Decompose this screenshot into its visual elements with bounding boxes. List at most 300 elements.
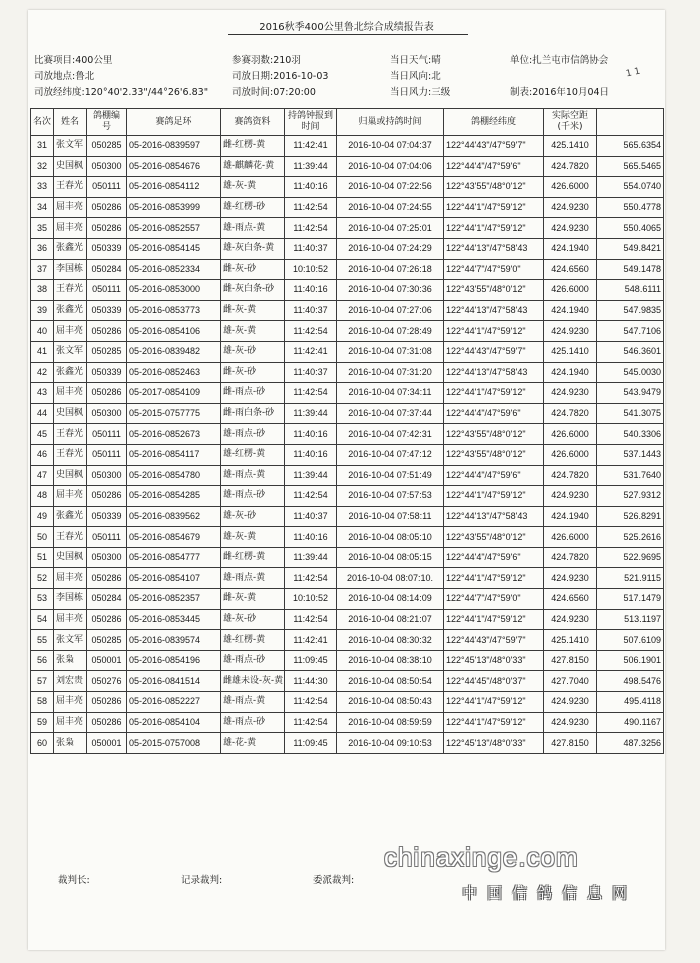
cell-speed: 543.9479 <box>597 383 664 404</box>
cell-arrival-time: 2016-10-04 08:05:10 <box>337 527 444 548</box>
cell-distance: 426.6000 <box>544 527 597 548</box>
cell-arrival-time: 2016-10-04 07:28:49 <box>337 321 444 342</box>
footer-chief-judge: 裁判长: <box>58 875 90 886</box>
cell-rank: 51 <box>31 547 54 568</box>
cell-loft-id: 050286 <box>87 692 127 713</box>
cell-speed: 548.6111 <box>597 280 664 301</box>
cell-clock-time: 11:40:37 <box>285 238 337 259</box>
cell-arrival-time: 2016-10-04 08:05:15 <box>337 547 444 568</box>
cell-arrival-time: 2016-10-04 07:24:29 <box>337 238 444 259</box>
cell-speed: 526.8291 <box>597 506 664 527</box>
cell-distance: 427.8150 <box>544 650 597 671</box>
cell-distance: 424.9230 <box>544 486 597 507</box>
cell-loft-coords: 122°45'13"/48°0'33" <box>444 733 544 754</box>
cell-loft-coords: 122°43'55"/48°0'12" <box>444 444 544 465</box>
cell-loft-coords: 122°44'1"/47°59'12" <box>444 568 544 589</box>
cell-loft-id: 050339 <box>87 300 127 321</box>
cell-speed: 537.1443 <box>597 444 664 465</box>
cell-rank: 60 <box>31 733 54 754</box>
cell-loft-id: 050111 <box>87 177 127 198</box>
cell-rank: 48 <box>31 486 54 507</box>
table-row <box>31 197 664 218</box>
cell-clock-time: 11:09:45 <box>285 650 337 671</box>
cell-rank: 44 <box>31 403 54 424</box>
cell-rank: 52 <box>31 568 54 589</box>
table-row <box>31 733 664 754</box>
cell-name: 张鑫光 <box>54 238 87 259</box>
cell-loft-id: 050285 <box>87 341 127 362</box>
cell-ring: 05-2017-0854109 <box>127 383 221 404</box>
cell-loft-id: 050300 <box>87 156 127 177</box>
cell-distance: 424.6560 <box>544 259 597 280</box>
cell-ring: 05-2016-0854117 <box>127 444 221 465</box>
cell-loft-coords: 122°44'13"/47°58'43 <box>444 362 544 383</box>
cell-arrival-time: 2016-10-04 07:04:06 <box>337 156 444 177</box>
cell-speed: 513.1197 <box>597 609 664 630</box>
cell-ring: 05-2016-0839562 <box>127 506 221 527</box>
cell-ring: 05-2016-0839574 <box>127 630 221 651</box>
cell-clock-time: 11:42:41 <box>285 630 337 651</box>
cell-name: 张文军 <box>54 136 87 157</box>
cell-ring: 05-2016-0853999 <box>127 197 221 218</box>
cell-clock-time: 11:42:54 <box>285 692 337 713</box>
cell-ring: 05-2016-0852357 <box>127 589 221 610</box>
cell-distance: 426.6000 <box>544 177 597 198</box>
cell-distance: 426.6000 <box>544 280 597 301</box>
cell-clock-time: 11:39:44 <box>285 403 337 424</box>
cell-loft-coords: 122°44'1"/47°59'12" <box>444 197 544 218</box>
cell-distance: 424.1940 <box>544 238 597 259</box>
cell-distance: 424.9230 <box>544 692 597 713</box>
meta-org: 单位:扎兰屯市信鸽协会 <box>510 55 609 66</box>
cell-loft-coords: 122°44'4"/47°59'6" <box>444 156 544 177</box>
meta-release-date: 司放日期:2016-10-03 <box>232 71 329 82</box>
header-ring: 赛鸽足环 <box>127 109 221 136</box>
cell-name: 史国枫 <box>54 547 87 568</box>
cell-loft-coords: 122°43'55"/48°0'12" <box>444 527 544 548</box>
cell-ring: 05-2016-0854780 <box>127 465 221 486</box>
cell-clock-time: 11:42:54 <box>285 486 337 507</box>
cell-arrival-time: 2016-10-04 07:04:37 <box>337 136 444 157</box>
table-row <box>31 589 664 610</box>
cell-clock-time: 11:44:30 <box>285 671 337 692</box>
cell-loft-coords: 122°44'1"/47°59'12" <box>444 712 544 733</box>
cell-loft-coords: 122°44'13"/47°58'43 <box>444 506 544 527</box>
cell-clock-time: 11:39:44 <box>285 465 337 486</box>
table-row <box>31 238 664 259</box>
cell-loft-id: 050286 <box>87 486 127 507</box>
cell-speed: 498.5476 <box>597 671 664 692</box>
cell-ring: 05-2016-0854107 <box>127 568 221 589</box>
cell-name: 屈丰亮 <box>54 383 87 404</box>
cell-loft-coords: 122°44'1"/47°59'12" <box>444 218 544 239</box>
cell-pigeon-info: 雄-雨点-黄 <box>221 465 285 486</box>
cell-ring: 05-2015-0757775 <box>127 403 221 424</box>
cell-pigeon-info: 雄-花-黄 <box>221 733 285 754</box>
cell-speed: 546.3601 <box>597 341 664 362</box>
cell-loft-coords: 122°44'7"/47°59'0" <box>444 589 544 610</box>
table-row <box>31 692 664 713</box>
cell-pigeon-info: 雄-灰-黄 <box>221 527 285 548</box>
results-table <box>30 108 664 754</box>
cell-pigeon-info: 雌-红楞-黄 <box>221 547 285 568</box>
cell-arrival-time: 2016-10-04 08:38:10 <box>337 650 444 671</box>
cell-clock-time: 11:42:54 <box>285 609 337 630</box>
cell-loft-coords: 122°44'4"/47°59'6" <box>444 403 544 424</box>
cell-distance: 424.7820 <box>544 547 597 568</box>
cell-loft-id: 050285 <box>87 630 127 651</box>
cell-clock-time: 11:40:37 <box>285 362 337 383</box>
cell-arrival-time: 2016-10-04 08:21:07 <box>337 609 444 630</box>
cell-ring: 05-2016-0853773 <box>127 300 221 321</box>
cell-rank: 50 <box>31 527 54 548</box>
cell-ring: 05-2016-0853000 <box>127 280 221 301</box>
cell-name: 张鑫光 <box>54 300 87 321</box>
cell-name: 王春光 <box>54 280 87 301</box>
cell-rank: 47 <box>31 465 54 486</box>
table-row <box>31 444 664 465</box>
cell-arrival-time: 2016-10-04 08:07:10. <box>337 568 444 589</box>
cell-name: 屈丰亮 <box>54 692 87 713</box>
cell-loft-coords: 122°44'1"/47°59'12" <box>444 486 544 507</box>
cell-name: 张文军 <box>54 630 87 651</box>
cell-rank: 56 <box>31 650 54 671</box>
cell-clock-time: 11:40:16 <box>285 527 337 548</box>
cell-loft-coords: 122°43'55"/48°0'12" <box>444 424 544 445</box>
cell-speed: 547.9835 <box>597 300 664 321</box>
meta-wind-force: 当日风力:三级 <box>390 87 451 98</box>
cell-distance: 424.7820 <box>544 156 597 177</box>
cell-pigeon-info: 雄-灰-黄 <box>221 321 285 342</box>
cell-name: 史国枫 <box>54 465 87 486</box>
table-row <box>31 177 664 198</box>
cell-distance: 424.9230 <box>544 568 597 589</box>
cell-loft-id: 050286 <box>87 197 127 218</box>
cell-clock-time: 11:40:16 <box>285 177 337 198</box>
table-header-row <box>31 109 664 136</box>
cell-name: 王春光 <box>54 444 87 465</box>
cell-ring: 05-2016-0853445 <box>127 609 221 630</box>
cell-loft-coords: 122°44'4"/47°59'6" <box>444 465 544 486</box>
cell-ring: 05-2016-0854106 <box>127 321 221 342</box>
cell-pigeon-info: 雌-灰-砂 <box>221 259 285 280</box>
cell-loft-id: 050339 <box>87 506 127 527</box>
cell-pigeon-info: 雄-灰白条-黄 <box>221 238 285 259</box>
cell-speed: 522.9695 <box>597 547 664 568</box>
header-loft-coords: 鸽棚经纬度 <box>444 109 544 136</box>
cell-name: 李国栋 <box>54 259 87 280</box>
cell-speed: 521.9115 <box>597 568 664 589</box>
table-row <box>31 136 664 157</box>
cell-clock-time: 11:42:54 <box>285 568 337 589</box>
cell-pigeon-info: 雌雄未设-灰-黄 <box>221 671 285 692</box>
cell-loft-coords: 122°44'13"/47°58'43 <box>444 300 544 321</box>
cell-rank: 54 <box>31 609 54 630</box>
cell-clock-time: 11:09:45 <box>285 733 337 754</box>
cell-loft-id: 050111 <box>87 444 127 465</box>
cell-speed: 545.0030 <box>597 362 664 383</box>
cell-distance: 424.1940 <box>544 300 597 321</box>
cell-rank: 35 <box>31 218 54 239</box>
header-pigeon-info: 赛鸽资料 <box>221 109 285 136</box>
table-row <box>31 321 664 342</box>
cell-ring: 05-2016-0854777 <box>127 547 221 568</box>
header-clock-time: 持鸽钟报到时间 <box>285 109 337 136</box>
cell-arrival-time: 2016-10-04 07:34:11 <box>337 383 444 404</box>
cell-loft-coords: 122°44'7"/47°59'0" <box>444 259 544 280</box>
table-row <box>31 650 664 671</box>
cell-name: 刘宏贵 <box>54 671 87 692</box>
table-row <box>31 383 664 404</box>
cell-clock-time: 11:42:54 <box>285 383 337 404</box>
cell-loft-id: 050300 <box>87 403 127 424</box>
cell-clock-time: 11:42:54 <box>285 218 337 239</box>
cell-distance: 424.9230 <box>544 321 597 342</box>
cell-pigeon-info: 雄-红楞-砂 <box>221 197 285 218</box>
cell-loft-coords: 122°44'1"/47°59'12" <box>444 383 544 404</box>
cell-distance: 425.1410 <box>544 630 597 651</box>
cell-distance: 425.1410 <box>544 136 597 157</box>
watermark-site: chinaxinge.com <box>384 842 579 872</box>
cell-loft-coords: 122°44'1"/47°59'12" <box>444 321 544 342</box>
cell-ring: 05-2016-0839597 <box>127 136 221 157</box>
cell-arrival-time: 2016-10-04 08:59:59 <box>337 712 444 733</box>
cell-speed: 507.6109 <box>597 630 664 651</box>
cell-loft-coords: 122°44'4"/47°59'6" <box>444 547 544 568</box>
cell-distance: 424.1940 <box>544 506 597 527</box>
meta-release-time: 司放时间:07:20:00 <box>232 87 316 98</box>
cell-pigeon-info: 雌-雨白条-砂 <box>221 403 285 424</box>
cell-distance: 425.1410 <box>544 341 597 362</box>
meta-weather: 当日天气:晴 <box>390 55 441 66</box>
cell-clock-time: 11:40:37 <box>285 300 337 321</box>
cell-arrival-time: 2016-10-04 08:50:54 <box>337 671 444 692</box>
cell-rank: 32 <box>31 156 54 177</box>
cell-pigeon-info: 雄-灰-砂 <box>221 341 285 362</box>
table-row <box>31 218 664 239</box>
cell-rank: 37 <box>31 259 54 280</box>
table-row <box>31 712 664 733</box>
cell-speed: 527.9312 <box>597 486 664 507</box>
header-rank: 名次 <box>31 109 54 136</box>
cell-distance: 424.9230 <box>544 218 597 239</box>
cell-ring: 05-2016-0854676 <box>127 156 221 177</box>
cell-pigeon-info: 雌-灰白条-砂 <box>221 280 285 301</box>
table-row <box>31 609 664 630</box>
table-row <box>31 300 664 321</box>
cell-loft-coords: 122°44'43"/47°59'7" <box>444 341 544 362</box>
cell-rank: 53 <box>31 589 54 610</box>
cell-pigeon-info: 雄-雨点-黄 <box>221 218 285 239</box>
cell-loft-id: 050276 <box>87 671 127 692</box>
cell-rank: 36 <box>31 238 54 259</box>
cell-name: 史国枫 <box>54 403 87 424</box>
table-row <box>31 671 664 692</box>
cell-clock-time: 11:42:54 <box>285 712 337 733</box>
cell-speed: 487.3256 <box>597 733 664 754</box>
cell-loft-coords: 122°44'43"/47°59'7" <box>444 136 544 157</box>
table-row <box>31 403 664 424</box>
cell-loft-coords: 122°44'13"/47°58'43 <box>444 238 544 259</box>
table-row <box>31 486 664 507</box>
cell-pigeon-info: 雌-灰-黄 <box>221 300 285 321</box>
cell-arrival-time: 2016-10-04 07:37:44 <box>337 403 444 424</box>
cell-arrival-time: 2016-10-04 07:47:12 <box>337 444 444 465</box>
cell-loft-id: 050286 <box>87 218 127 239</box>
cell-arrival-time: 2016-10-04 07:42:31 <box>337 424 444 445</box>
cell-loft-id: 050286 <box>87 609 127 630</box>
cell-distance: 424.9230 <box>544 712 597 733</box>
cell-clock-time: 10:10:52 <box>285 259 337 280</box>
cell-speed: 517.1479 <box>597 589 664 610</box>
meta-wind-dir: 当日风向:北 <box>390 71 441 82</box>
cell-arrival-time: 2016-10-04 07:51:49 <box>337 465 444 486</box>
cell-loft-id: 050339 <box>87 362 127 383</box>
cell-arrival-time: 2016-10-04 07:31:20 <box>337 362 444 383</box>
header-distance: 实际空距(千米) <box>544 109 597 136</box>
cell-pigeon-info: 雌-红楞-黄 <box>221 136 285 157</box>
cell-speed: 549.1478 <box>597 259 664 280</box>
cell-ring: 05-2016-0841514 <box>127 671 221 692</box>
cell-loft-id: 050001 <box>87 733 127 754</box>
cell-pigeon-info: 雄-雨点-砂 <box>221 424 285 445</box>
cell-speed: 550.4778 <box>597 197 664 218</box>
cell-ring: 05-2016-0854679 <box>127 527 221 548</box>
cell-rank: 41 <box>31 341 54 362</box>
cell-name: 张文军 <box>54 341 87 362</box>
header-name: 姓名 <box>54 109 87 136</box>
meta-race-item: 比赛项目:400公里 <box>34 55 113 66</box>
cell-loft-id: 050286 <box>87 321 127 342</box>
cell-pigeon-info: 雌-雨点-砂 <box>221 383 285 404</box>
cell-loft-id: 050300 <box>87 547 127 568</box>
cell-rank: 42 <box>31 362 54 383</box>
cell-ring: 05-2016-0852227 <box>127 692 221 713</box>
cell-arrival-time: 2016-10-04 09:10:53 <box>337 733 444 754</box>
cell-clock-time: 11:42:54 <box>285 321 337 342</box>
table-row <box>31 568 664 589</box>
cell-name: 张鑫光 <box>54 506 87 527</box>
meta-entries: 参赛羽数:210羽 <box>232 55 301 66</box>
cell-distance: 426.6000 <box>544 444 597 465</box>
cell-arrival-time: 2016-10-04 08:14:09 <box>337 589 444 610</box>
cell-pigeon-info: 雌-灰-砂 <box>221 362 285 383</box>
cell-pigeon-info: 雄-红楞-黄 <box>221 630 285 651</box>
cell-arrival-time: 2016-10-04 07:57:53 <box>337 486 444 507</box>
cell-pigeon-info: 雄-雨点-黄 <box>221 568 285 589</box>
watermark-cn: 中国信鸽信息网 <box>462 884 638 902</box>
cell-pigeon-info: 雄-雨点-砂 <box>221 712 285 733</box>
cell-ring: 05-2015-0757008 <box>127 733 221 754</box>
cell-distance: 424.9230 <box>544 609 597 630</box>
cell-distance: 424.9230 <box>544 197 597 218</box>
cell-name: 屈丰亮 <box>54 712 87 733</box>
cell-loft-coords: 122°43'55"/48°0'12" <box>444 177 544 198</box>
cell-loft-id: 050286 <box>87 712 127 733</box>
cell-loft-id: 050286 <box>87 568 127 589</box>
cell-arrival-time: 2016-10-04 07:30:36 <box>337 280 444 301</box>
cell-ring: 05-2016-0839482 <box>127 341 221 362</box>
header-arrival-time: 归巢或持鸽时间 <box>337 109 444 136</box>
handwritten-mark: 1 1 <box>625 66 642 80</box>
cell-ring: 05-2016-0854112 <box>127 177 221 198</box>
cell-pigeon-info: 雄-雨点-黄 <box>221 692 285 713</box>
cell-distance: 426.6000 <box>544 424 597 445</box>
cell-loft-id: 050111 <box>87 280 127 301</box>
cell-rank: 33 <box>31 177 54 198</box>
cell-loft-coords: 122°45'13"/48°0'33" <box>444 650 544 671</box>
cell-ring: 05-2016-0852673 <box>127 424 221 445</box>
cell-loft-id: 050111 <box>87 424 127 445</box>
cell-distance: 424.6560 <box>544 589 597 610</box>
cell-speed: 506.1901 <box>597 650 664 671</box>
cell-speed: 554.0740 <box>597 177 664 198</box>
cell-rank: 34 <box>31 197 54 218</box>
cell-arrival-time: 2016-10-04 07:31:08 <box>337 341 444 362</box>
cell-clock-time: 11:42:41 <box>285 341 337 362</box>
cell-rank: 39 <box>31 300 54 321</box>
cell-loft-coords: 122°44'1"/47°59'12" <box>444 692 544 713</box>
cell-name: 张鑫光 <box>54 362 87 383</box>
cell-name: 王春光 <box>54 177 87 198</box>
cell-clock-time: 11:42:54 <box>285 197 337 218</box>
table-body <box>31 136 664 754</box>
table-row <box>31 547 664 568</box>
header-loft-id: 鸽棚编号 <box>87 109 127 136</box>
cell-arrival-time: 2016-10-04 08:30:32 <box>337 630 444 651</box>
cell-pigeon-info: 雌-灰-黄 <box>221 589 285 610</box>
cell-pigeon-info: 雄-灰-黄 <box>221 177 285 198</box>
cell-distance: 424.7820 <box>544 465 597 486</box>
cell-ring: 05-2016-0852557 <box>127 218 221 239</box>
table-row <box>31 259 664 280</box>
cell-loft-id: 050111 <box>87 527 127 548</box>
cell-rank: 46 <box>31 444 54 465</box>
cell-pigeon-info: 雄-雨点-砂 <box>221 486 285 507</box>
cell-rank: 49 <box>31 506 54 527</box>
cell-loft-coords: 122°44'43"/47°59'7" <box>444 630 544 651</box>
cell-loft-coords: 122°44'45"/48°0'37" <box>444 671 544 692</box>
cell-name: 屈丰亮 <box>54 321 87 342</box>
table-row <box>31 424 664 445</box>
cell-loft-id: 050285 <box>87 136 127 157</box>
report-title: 2016秋季400公里鲁北综合成绩报告表 <box>259 22 434 33</box>
cell-distance: 427.8150 <box>544 733 597 754</box>
meta-release-coords: 司放经纬度:120°40'2.33"/44°26'6.83" <box>34 87 209 98</box>
cell-distance: 424.9230 <box>544 383 597 404</box>
footer-delegated-judge: 委派裁判: <box>313 875 355 886</box>
cell-name: 屈丰亮 <box>54 218 87 239</box>
table-row <box>31 341 664 362</box>
cell-rank: 38 <box>31 280 54 301</box>
cell-pigeon-info: 雄-红楞-黄 <box>221 444 285 465</box>
cell-speed: 549.8421 <box>597 238 664 259</box>
cell-name: 张枭 <box>54 650 87 671</box>
footer-recorder: 记录裁判: <box>181 875 223 886</box>
cell-name: 史国枫 <box>54 156 87 177</box>
cell-pigeon-info: 雄-雨点-砂 <box>221 650 285 671</box>
cell-arrival-time: 2016-10-04 07:22:56 <box>337 177 444 198</box>
cell-speed: 531.7640 <box>597 465 664 486</box>
table-row <box>31 280 664 301</box>
cell-name: 王春光 <box>54 424 87 445</box>
cell-arrival-time: 2016-10-04 07:24:55 <box>337 197 444 218</box>
cell-loft-coords: 122°43'55"/48°0'12" <box>444 280 544 301</box>
cell-speed: 495.4118 <box>597 692 664 713</box>
cell-pigeon-info: 雄-麒麟花-黄 <box>221 156 285 177</box>
cell-ring: 05-2016-0854285 <box>127 486 221 507</box>
cell-name: 屈丰亮 <box>54 486 87 507</box>
